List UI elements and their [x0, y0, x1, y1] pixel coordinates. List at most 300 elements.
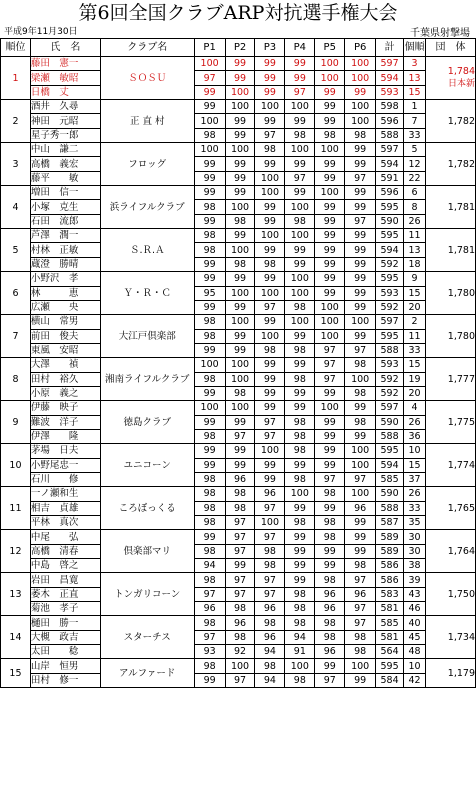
series-score-p3: 100	[255, 100, 285, 114]
series-score-p2: 97	[225, 530, 255, 544]
series-score-p4: 98	[285, 415, 315, 429]
player-total: 585	[376, 472, 404, 486]
series-score-p5: 99	[315, 386, 345, 400]
series-score-p4: 97	[285, 171, 315, 185]
player-total: 598	[376, 100, 404, 114]
team-total-value: 1,750	[447, 588, 475, 600]
series-score-p5: 98	[315, 573, 345, 587]
series-score-p2: 100	[225, 85, 255, 99]
series-score-p4: 98	[285, 472, 315, 486]
series-score-p3: 99	[255, 114, 285, 128]
player-total: 592	[376, 300, 404, 314]
player-total: 590	[376, 415, 404, 429]
player-name: 前田 俊夫	[30, 329, 100, 343]
series-score-p2: 99	[225, 415, 255, 429]
series-score-p2: 99	[225, 171, 255, 185]
series-score-p2: 96	[225, 616, 255, 630]
individual-rank: 5	[404, 143, 426, 157]
series-score-p6: 99	[345, 429, 376, 443]
player-name: 樋田 勝一	[30, 616, 100, 630]
individual-rank: 4	[404, 401, 426, 415]
series-score-p2: 99	[225, 114, 255, 128]
individual-rank: 20	[404, 386, 426, 400]
club-name: Ｓ.Ｒ.Ａ	[100, 229, 194, 272]
series-score-p6: 99	[345, 143, 376, 157]
player-total: 593	[376, 286, 404, 300]
series-score-p6: 99	[345, 286, 376, 300]
series-score-p2: 99	[225, 128, 255, 142]
team-total	[426, 100, 476, 143]
team-total	[426, 57, 476, 100]
header-row	[1, 39, 476, 57]
series-score-p5: 99	[315, 100, 345, 114]
table-row	[1, 343, 476, 357]
player-total: 594	[376, 458, 404, 472]
series-score-p5: 98	[315, 516, 345, 530]
table-row	[1, 530, 476, 544]
table-row	[1, 286, 476, 300]
team-rank: 4	[1, 186, 31, 229]
series-score-p4: 98	[285, 372, 315, 386]
team-total-value: 1,734	[447, 631, 475, 643]
team-total-value: 1,780	[447, 287, 475, 299]
table-row	[1, 85, 476, 99]
individual-rank: 45	[404, 630, 426, 644]
series-score-p4: 91	[285, 645, 315, 659]
table-row	[1, 673, 476, 687]
series-score-p5: 98	[315, 530, 345, 544]
series-score-p4: 100	[285, 487, 315, 501]
player-name: 広瀬 央	[30, 300, 100, 314]
series-score-p6: 97	[345, 602, 376, 616]
player-total: 588	[376, 429, 404, 443]
team-total	[426, 229, 476, 272]
player-total: 595	[376, 444, 404, 458]
series-score-p5: 99	[315, 429, 345, 443]
series-score-p2: 100	[225, 243, 255, 257]
series-score-p5: 100	[315, 186, 345, 200]
table-row	[1, 57, 476, 71]
player-total: 596	[376, 186, 404, 200]
series-score-p1: 99	[194, 157, 225, 171]
series-score-p3: 98	[255, 143, 285, 157]
team-total	[426, 573, 476, 616]
series-score-p2: 98	[225, 487, 255, 501]
table-row	[1, 71, 476, 85]
series-score-p3: 97	[255, 530, 285, 544]
series-score-p6: 100	[345, 71, 376, 85]
player-name: 大澤 禎	[30, 358, 100, 372]
team-rank: 12	[1, 530, 31, 573]
series-score-p6: 98	[345, 358, 376, 372]
series-score-p3: 94	[255, 673, 285, 687]
series-score-p1: 100	[194, 358, 225, 372]
table-row	[1, 659, 476, 673]
club-name: ＳＯＳＵ	[100, 57, 194, 100]
table-row	[1, 516, 476, 530]
series-score-p2: 100	[225, 659, 255, 673]
series-score-p5: 99	[315, 229, 345, 243]
individual-rank: 6	[404, 186, 426, 200]
individual-rank: 30	[404, 544, 426, 558]
series-score-p4: 98	[285, 444, 315, 458]
series-score-p3: 98	[255, 559, 285, 573]
team-total	[426, 186, 476, 229]
player-name: 中尾 弘	[30, 530, 100, 544]
individual-rank: 15	[404, 458, 426, 472]
player-name: 東風 安昭	[30, 343, 100, 357]
series-score-p2: 99	[225, 329, 255, 343]
team-rank: 2	[1, 100, 31, 143]
player-name: 小野尾忠一	[30, 458, 100, 472]
series-score-p5: 100	[315, 143, 345, 157]
series-score-p2: 100	[225, 286, 255, 300]
series-score-p6: 98	[345, 128, 376, 142]
individual-rank: 35	[404, 516, 426, 530]
table-row	[1, 616, 476, 630]
player-name: 藤平 敏	[30, 171, 100, 185]
team-total-value: 1,764	[447, 545, 475, 557]
team-total	[426, 616, 476, 659]
player-total: 597	[376, 315, 404, 329]
table-row	[1, 386, 476, 400]
player-name: 石川 修	[30, 472, 100, 486]
series-score-p5: 100	[315, 300, 345, 314]
individual-rank: 12	[404, 157, 426, 171]
club-name: フロッグ	[100, 143, 194, 186]
player-name: 蔵澄 勝晴	[30, 257, 100, 271]
team-total	[426, 659, 476, 688]
player-total: 596	[376, 114, 404, 128]
series-score-p5: 100	[315, 71, 345, 85]
player-name: 菊池 孝子	[30, 602, 100, 616]
table-row	[1, 214, 476, 228]
club-name: 倶楽部マリ	[100, 530, 194, 573]
col-header-sum: 計	[376, 39, 404, 57]
player-name: 平林 真次	[30, 516, 100, 530]
team-rank: 3	[1, 143, 31, 186]
team-total-value: 1,179	[447, 667, 475, 679]
team-rank: 13	[1, 573, 31, 616]
individual-rank: 9	[404, 272, 426, 286]
series-score-p5: 99	[315, 257, 345, 271]
series-score-p2: 97	[225, 429, 255, 443]
series-score-p4: 99	[285, 358, 315, 372]
team-rank: 11	[1, 487, 31, 530]
table-row	[1, 444, 476, 458]
team-total	[426, 401, 476, 444]
player-name: 村林 正敏	[30, 243, 100, 257]
series-score-p6: 96	[345, 501, 376, 515]
series-score-p6: 97	[345, 573, 376, 587]
series-score-p4: 99	[285, 559, 315, 573]
individual-rank: 40	[404, 616, 426, 630]
individual-rank: 1	[404, 100, 426, 114]
series-score-p2: 99	[225, 71, 255, 85]
series-score-p3: 98	[255, 659, 285, 673]
club-name: スターチス	[100, 616, 194, 659]
series-score-p5: 98	[315, 487, 345, 501]
series-score-p1: 99	[194, 214, 225, 228]
table-row	[1, 157, 476, 171]
series-score-p2: 100	[225, 315, 255, 329]
series-score-p6: 99	[345, 257, 376, 271]
series-score-p3: 96	[255, 630, 285, 644]
series-score-p1: 100	[194, 143, 225, 157]
series-score-p6: 100	[345, 57, 376, 71]
team-total-value: 1,765	[447, 502, 475, 514]
series-score-p3: 99	[255, 57, 285, 71]
series-score-p1: 99	[194, 100, 225, 114]
table-row	[1, 300, 476, 314]
series-score-p4: 99	[285, 71, 315, 85]
player-name: 酒井 久尋	[30, 100, 100, 114]
series-score-p2: 98	[225, 630, 255, 644]
team-total	[426, 444, 476, 487]
series-score-p6: 99	[345, 401, 376, 415]
series-score-p1: 99	[194, 257, 225, 271]
table-row	[1, 472, 476, 486]
series-score-p6: 99	[345, 157, 376, 171]
series-score-p2: 99	[225, 186, 255, 200]
player-total: 597	[376, 57, 404, 71]
series-score-p1: 100	[194, 114, 225, 128]
table-row	[1, 257, 476, 271]
table-row	[1, 429, 476, 443]
series-score-p3: 96	[255, 487, 285, 501]
series-score-p3: 98	[255, 343, 285, 357]
series-score-p2: 96	[225, 472, 255, 486]
player-name: 芦澤 潤一	[30, 229, 100, 243]
team-rank: 14	[1, 616, 31, 659]
series-score-p6: 100	[345, 458, 376, 472]
series-score-p3: 99	[255, 386, 285, 400]
table-row	[1, 487, 476, 501]
team-rank: 8	[1, 358, 31, 401]
series-score-p2: 97	[225, 573, 255, 587]
series-score-p5: 99	[315, 501, 345, 515]
individual-rank: 3	[404, 57, 426, 71]
series-score-p1: 98	[194, 315, 225, 329]
table-row	[1, 573, 476, 587]
individual-rank: 2	[404, 315, 426, 329]
series-score-p4: 98	[285, 343, 315, 357]
player-name: 星子秀一郎	[30, 128, 100, 142]
team-total	[426, 358, 476, 401]
series-score-p2: 98	[225, 501, 255, 515]
series-score-p5: 99	[315, 415, 345, 429]
table-row	[1, 243, 476, 257]
series-score-p5: 98	[315, 616, 345, 630]
player-total: 588	[376, 501, 404, 515]
player-total: 581	[376, 630, 404, 644]
series-score-p2: 99	[225, 229, 255, 243]
individual-rank: 46	[404, 602, 426, 616]
series-score-p3: 99	[255, 243, 285, 257]
individual-rank: 8	[404, 200, 426, 214]
series-score-p2: 99	[225, 458, 255, 472]
series-score-p1: 98	[194, 516, 225, 530]
series-score-p3: 98	[255, 616, 285, 630]
team-rank: 1	[1, 57, 31, 100]
series-score-p4: 99	[285, 386, 315, 400]
team-rank: 15	[1, 659, 31, 688]
player-total: 592	[376, 386, 404, 400]
club-name: 徳島クラブ	[100, 401, 194, 444]
player-total: 585	[376, 616, 404, 630]
team-rank: 7	[1, 315, 31, 358]
player-total: 586	[376, 559, 404, 573]
individual-rank: 19	[404, 372, 426, 386]
series-score-p4: 94	[285, 630, 315, 644]
series-score-p6: 99	[345, 85, 376, 99]
series-score-p1: 98	[194, 472, 225, 486]
team-total-value: 1,780	[447, 330, 475, 342]
table-row	[1, 329, 476, 343]
individual-rank: 26	[404, 487, 426, 501]
series-score-p1: 98	[194, 329, 225, 343]
individual-rank: 11	[404, 329, 426, 343]
team-total-value: 1,784	[447, 66, 475, 78]
series-score-p3: 100	[255, 186, 285, 200]
player-total: 597	[376, 401, 404, 415]
series-score-p1: 98	[194, 429, 225, 443]
series-score-p5: 96	[315, 602, 345, 616]
series-score-p3: 97	[255, 300, 285, 314]
series-score-p3: 97	[255, 429, 285, 443]
series-score-p1: 99	[194, 186, 225, 200]
individual-rank: 13	[404, 243, 426, 257]
individual-rank: 38	[404, 559, 426, 573]
series-score-p4: 99	[285, 186, 315, 200]
series-score-p3: 97	[255, 587, 285, 601]
series-score-p6: 99	[345, 300, 376, 314]
table-row	[1, 458, 476, 472]
series-score-p3: 100	[255, 171, 285, 185]
individual-rank: 26	[404, 214, 426, 228]
player-name: 増田 信一	[30, 186, 100, 200]
series-score-p5: 97	[315, 673, 345, 687]
team-rank: 5	[1, 229, 31, 272]
player-total: 592	[376, 372, 404, 386]
team-rank: 9	[1, 401, 31, 444]
individual-rank: 33	[404, 128, 426, 142]
series-score-p6: 98	[345, 415, 376, 429]
individual-rank: 22	[404, 171, 426, 185]
series-score-p3: 100	[255, 286, 285, 300]
table-row	[1, 372, 476, 386]
series-score-p5: 100	[315, 401, 345, 415]
table-row	[1, 100, 476, 114]
club-name: ころぼっくる	[100, 487, 194, 530]
series-score-p4: 99	[285, 114, 315, 128]
individual-rank: 18	[404, 257, 426, 271]
series-score-p1: 99	[194, 386, 225, 400]
series-score-p2: 100	[225, 100, 255, 114]
series-score-p1: 99	[194, 530, 225, 544]
series-score-p3: 97	[255, 573, 285, 587]
series-score-p3: 100	[255, 444, 285, 458]
series-score-p4: 100	[285, 200, 315, 214]
club-name: 大江戸倶楽部	[100, 315, 194, 358]
series-score-p4: 100	[285, 229, 315, 243]
player-total: 593	[376, 85, 404, 99]
series-score-p3: 99	[255, 458, 285, 472]
player-total: 589	[376, 544, 404, 558]
table-row	[1, 229, 476, 243]
player-name: 日橋 丈	[30, 85, 100, 99]
table-row	[1, 128, 476, 142]
player-name: 大槻 政吉	[30, 630, 100, 644]
series-score-p1: 97	[194, 71, 225, 85]
player-total: 581	[376, 602, 404, 616]
series-score-p4: 100	[285, 100, 315, 114]
table-row	[1, 602, 476, 616]
series-score-p4: 99	[285, 57, 315, 71]
player-name: 伊澤 隆	[30, 429, 100, 443]
series-score-p3: 99	[255, 315, 285, 329]
player-total: 595	[376, 329, 404, 343]
series-score-p2: 99	[225, 343, 255, 357]
series-score-p1: 96	[194, 602, 225, 616]
series-score-p4: 99	[285, 458, 315, 472]
player-total: 594	[376, 243, 404, 257]
team-total	[426, 530, 476, 573]
player-total: 594	[376, 71, 404, 85]
player-name: 田村 裕久	[30, 372, 100, 386]
series-score-p3: 98	[255, 544, 285, 558]
club-name: アルファード	[100, 659, 194, 688]
table-row	[1, 645, 476, 659]
player-total: 588	[376, 128, 404, 142]
player-total: 594	[376, 157, 404, 171]
series-score-p6: 100	[345, 315, 376, 329]
series-score-p2: 98	[225, 386, 255, 400]
series-score-p6: 98	[345, 559, 376, 573]
series-score-p2: 100	[225, 200, 255, 214]
player-name: 藤田 憲一	[30, 57, 100, 71]
team-total	[426, 143, 476, 186]
col-header-name: 氏 名	[30, 39, 100, 57]
series-score-p5: 99	[315, 114, 345, 128]
series-score-p1: 97	[194, 587, 225, 601]
series-score-p1: 98	[194, 200, 225, 214]
series-score-p1: 100	[194, 401, 225, 415]
series-score-p4: 100	[285, 143, 315, 157]
series-score-p5: 99	[315, 659, 345, 673]
series-score-p6: 99	[345, 673, 376, 687]
series-score-p3: 99	[255, 272, 285, 286]
club-name: 浜ライフルクラブ	[100, 186, 194, 229]
series-score-p6: 99	[345, 186, 376, 200]
table-row	[1, 587, 476, 601]
series-score-p4: 99	[285, 329, 315, 343]
team-rank: 6	[1, 272, 31, 315]
series-score-p4: 98	[285, 587, 315, 601]
series-score-p6: 100	[345, 100, 376, 114]
series-score-p4: 99	[285, 401, 315, 415]
series-score-p5: 99	[315, 544, 345, 558]
page-title: 第6回全国クラブARP対抗選手権大会	[78, 2, 398, 24]
series-score-p5: 98	[315, 128, 345, 142]
team-total-value: 1,774	[447, 459, 475, 471]
col-header-rank: 順位	[1, 39, 31, 57]
player-name: 石田 流郎	[30, 214, 100, 228]
player-name: 茅場 日夫	[30, 444, 100, 458]
series-score-p2: 100	[225, 372, 255, 386]
table-row	[1, 114, 476, 128]
table-row	[1, 186, 476, 200]
